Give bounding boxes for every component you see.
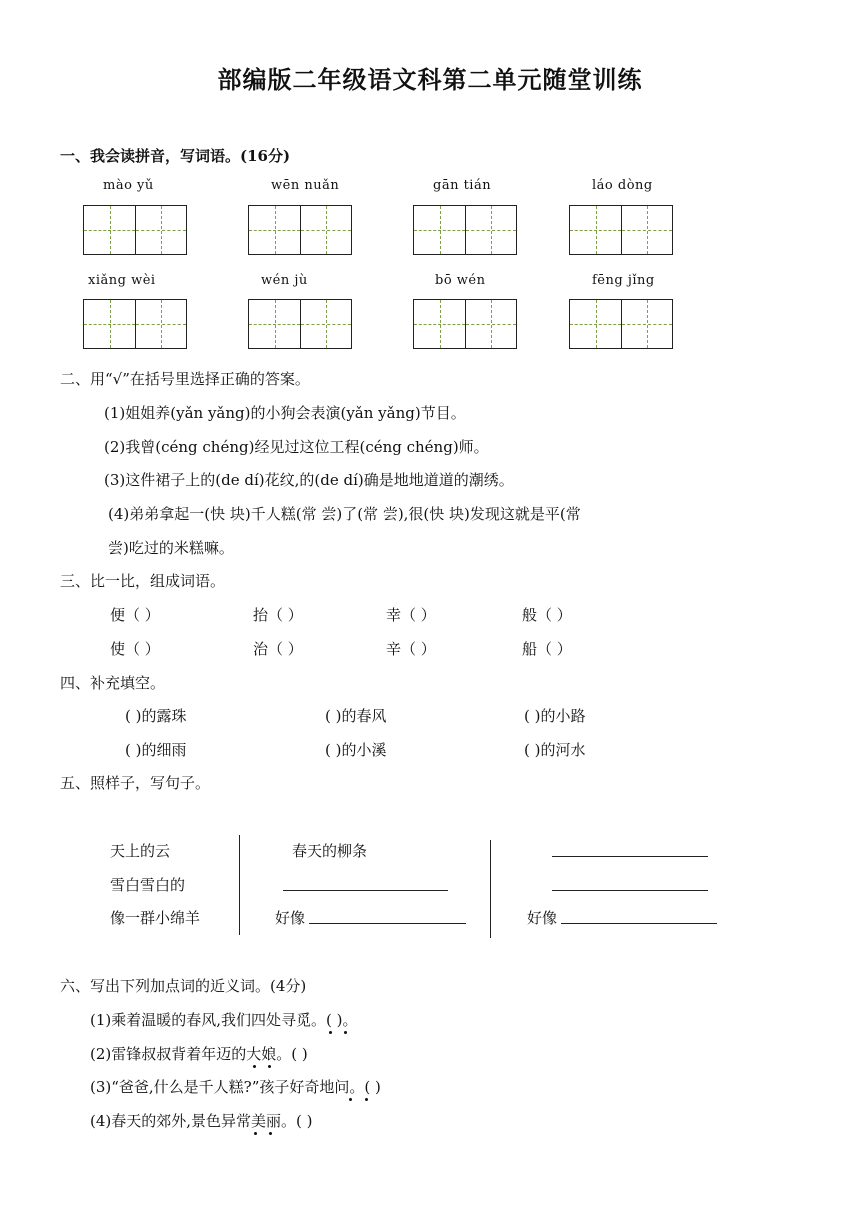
pinyin-label: láo dòng [592, 178, 653, 193]
pinyin-label: fēng jǐng [592, 273, 655, 288]
writing-grid[interactable] [569, 205, 673, 255]
pinyin-label: mào yǔ [103, 178, 154, 193]
writing-grid[interactable] [83, 205, 187, 255]
example-line: 雪白雪白的 [110, 876, 186, 894]
word-blank[interactable]: 治（ ） [253, 640, 303, 658]
writing-grid[interactable] [83, 299, 187, 349]
writing-grid[interactable] [569, 299, 673, 349]
answer-line[interactable] [561, 923, 717, 924]
fill-blank[interactable]: ( )的春风 [325, 707, 387, 725]
question-line: (3)“爸爸,什么是千人糕?”孩子好奇地问。( ) [90, 1078, 381, 1096]
section-4-heading: 四、补充填空。 [60, 674, 166, 692]
writing-grid[interactable] [413, 205, 517, 255]
fill-blank[interactable]: ( )的露珠 [125, 707, 187, 725]
pinyin-label: xiǎng wèi [88, 273, 156, 288]
pinyin-label: wén jù [261, 273, 308, 288]
emphasis-dot [269, 1132, 272, 1135]
question-line: (1)姐姐养(yǎn yǎng)的小狗会表演(yǎn yǎng)节目。 [104, 404, 466, 422]
question-line: (2)我曾(céng chéng)经见过这位工程(céng chéng)师。 [104, 438, 489, 456]
example-line: 像一群小绵羊 [110, 909, 201, 927]
question-line: (3)这件裙子上的(de dí)花纹,的(de dí)确是地地道道的潮绣。 [104, 471, 514, 489]
page-title: 部编版二年级语文科第二单元随堂训练 [217, 65, 643, 94]
fill-blank[interactable]: ( )的小路 [524, 707, 586, 725]
word-blank[interactable]: 幸（ ） [386, 606, 436, 624]
writing-grid[interactable] [248, 299, 352, 349]
column-divider [490, 840, 491, 938]
fill-blank[interactable]: ( )的小溪 [325, 741, 387, 759]
word-blank[interactable]: 抬（ ） [253, 606, 303, 624]
fill-blank[interactable]: ( )的细雨 [125, 741, 187, 759]
section-3-heading: 三、比一比，组成词语。 [60, 572, 226, 590]
word-blank[interactable]: 辛（ ） [386, 640, 436, 658]
question-line: (4)春天的郊外,景色异常美丽。( ) [90, 1112, 313, 1130]
emphasis-dot [344, 1031, 347, 1034]
answer-line[interactable] [552, 856, 708, 857]
like-label: 好像 [275, 909, 306, 927]
section-2-heading: 二、用“√”在括号里选择正确的答案。 [60, 370, 310, 388]
pinyin-label: wēn nuǎn [271, 178, 340, 193]
answer-line[interactable] [552, 890, 708, 891]
like-label: 好像 [527, 909, 558, 927]
writing-grid[interactable] [413, 299, 517, 349]
word-blank[interactable]: 便（ ） [110, 606, 160, 624]
fill-blank[interactable]: ( )的河水 [524, 741, 586, 759]
section-5-heading: 五、照样子，写句子。 [60, 774, 211, 792]
question-line: (2)雷锋叔叔背着年迈的大娘。( ) [90, 1045, 308, 1063]
emphasis-dot [329, 1031, 332, 1034]
column-divider [239, 835, 240, 935]
answer-line[interactable] [283, 890, 448, 891]
example-line: 天上的云 [110, 842, 171, 860]
emphasis-dot [268, 1065, 271, 1068]
emphasis-dot [253, 1065, 256, 1068]
word-blank[interactable]: 使（ ） [110, 640, 160, 658]
section-6-heading: 六、写出下列加点词的近义词。(4分) [60, 977, 307, 995]
writing-grid[interactable] [248, 205, 352, 255]
word-blank[interactable]: 船（ ） [522, 640, 572, 658]
question-line: 尝)吃过的米糕嘛。 [108, 539, 234, 557]
question-line: (4)弟弟拿起一(快 块)千人糕(常 尝)了(常 尝),很(快 块)发现这就是平(常 [108, 505, 581, 523]
word-blank[interactable]: 般（ ） [522, 606, 572, 624]
emphasis-dot [365, 1098, 368, 1101]
pinyin-label: bō wén [435, 273, 486, 288]
emphasis-dot [349, 1098, 352, 1101]
sentence-start: 春天的柳条 [292, 842, 368, 860]
answer-line[interactable] [309, 923, 466, 924]
section-1-heading: 一、我会读拼音，写词语。(16分) [60, 147, 291, 165]
question-line: (1)乘着温暖的春风,我们四处寻觅。( )。 [90, 1011, 358, 1029]
emphasis-dot [254, 1132, 257, 1135]
pinyin-label: gān tián [433, 178, 492, 193]
